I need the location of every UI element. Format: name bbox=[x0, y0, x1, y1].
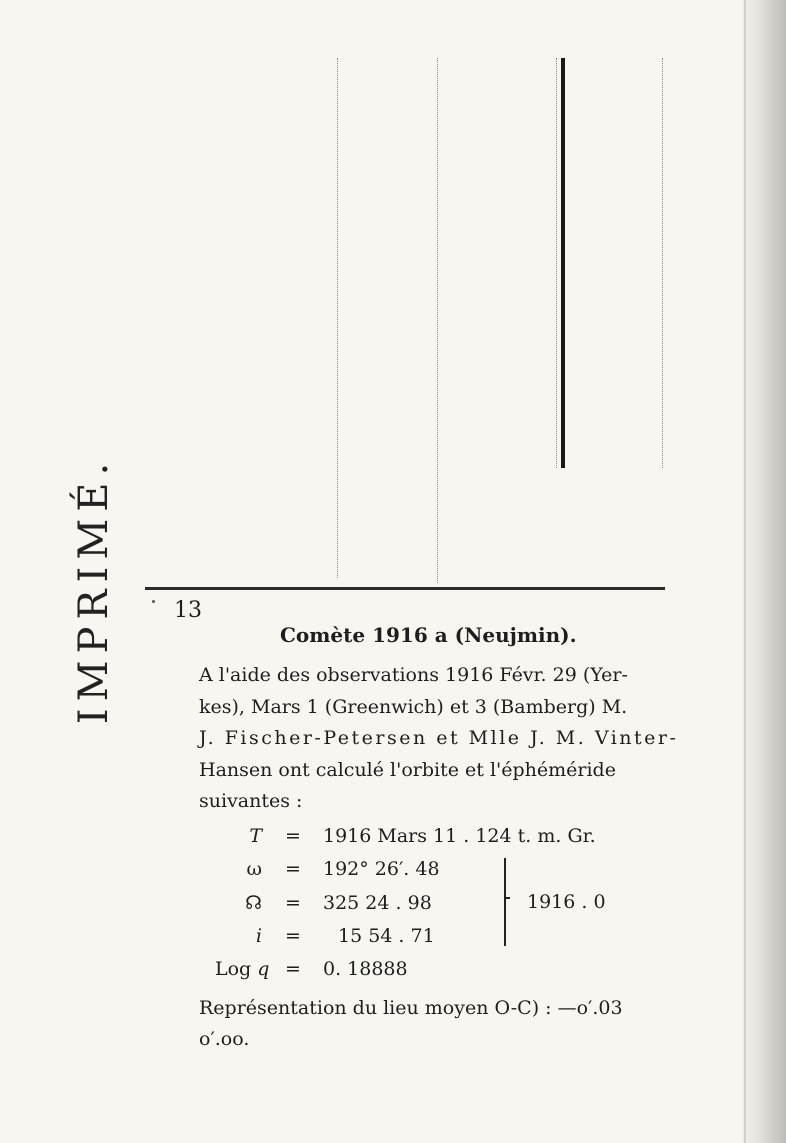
intro-paragraph bbox=[199, 660, 679, 818]
page-number: 13 bbox=[174, 598, 202, 623]
value-logq: 0. 18888 bbox=[323, 958, 408, 980]
equals-sign: = bbox=[285, 958, 301, 980]
address-line-4 bbox=[662, 58, 663, 468]
paragraph-line: A l'aide des observations 1916 Févr. 29 (Yer- bbox=[199, 664, 628, 686]
paragraph-line: suivantes : bbox=[199, 790, 303, 812]
equals-sign: = bbox=[285, 858, 301, 880]
representation-line: o′.oo. bbox=[199, 1028, 250, 1050]
log-text: Log bbox=[215, 958, 252, 980]
page-edge-line bbox=[744, 0, 746, 1143]
log-q-label bbox=[215, 958, 269, 980]
address-line-2 bbox=[437, 58, 438, 583]
representation-text bbox=[199, 993, 659, 1055]
symbol-q: q bbox=[257, 958, 270, 980]
value-i: 15 54 . 71 bbox=[338, 925, 435, 947]
representation-line: Représentation du lieu moyen O-C) : —o′.03 bbox=[199, 997, 623, 1019]
symbol-T: T bbox=[249, 825, 262, 847]
equals-sign: = bbox=[285, 892, 301, 914]
right-brace bbox=[494, 858, 506, 946]
symbol-omega: ω bbox=[246, 858, 262, 880]
paragraph-line: Hansen ont calculé l'orbite et l'éphéméride bbox=[199, 758, 616, 781]
page-edge-shadow bbox=[742, 0, 786, 1143]
value-node: 325 24 . 98 bbox=[323, 892, 432, 914]
horizontal-rule bbox=[145, 587, 665, 590]
side-title-text: IMPRIMÉ. bbox=[71, 455, 117, 725]
symbol-node: ☊ bbox=[245, 892, 262, 914]
epoch-value: 1916 . 0 bbox=[527, 891, 606, 913]
side-title bbox=[64, 455, 124, 725]
brace-tip bbox=[504, 897, 510, 899]
paragraph-line: kes), Mars 1 (Greenwich) et 3 (Bamberg) M. bbox=[199, 695, 628, 718]
address-line-1 bbox=[337, 58, 338, 578]
address-line-3 bbox=[556, 58, 557, 468]
equals-sign: = bbox=[285, 825, 301, 847]
page-title: Comète 1916 a (Neujmin). bbox=[280, 623, 577, 647]
value-omega: 192° 26′. 48 bbox=[323, 858, 440, 880]
stamp-bar bbox=[561, 58, 565, 468]
value-T: 1916 Mars 11 . 124 t. m. Gr. bbox=[323, 825, 596, 847]
equals-sign: = bbox=[285, 925, 301, 947]
symbol-i: i bbox=[255, 925, 262, 947]
paragraph-line: J. Fischer-Petersen et Mlle J. M. Vinter- bbox=[199, 727, 679, 749]
print-mark bbox=[152, 600, 155, 603]
